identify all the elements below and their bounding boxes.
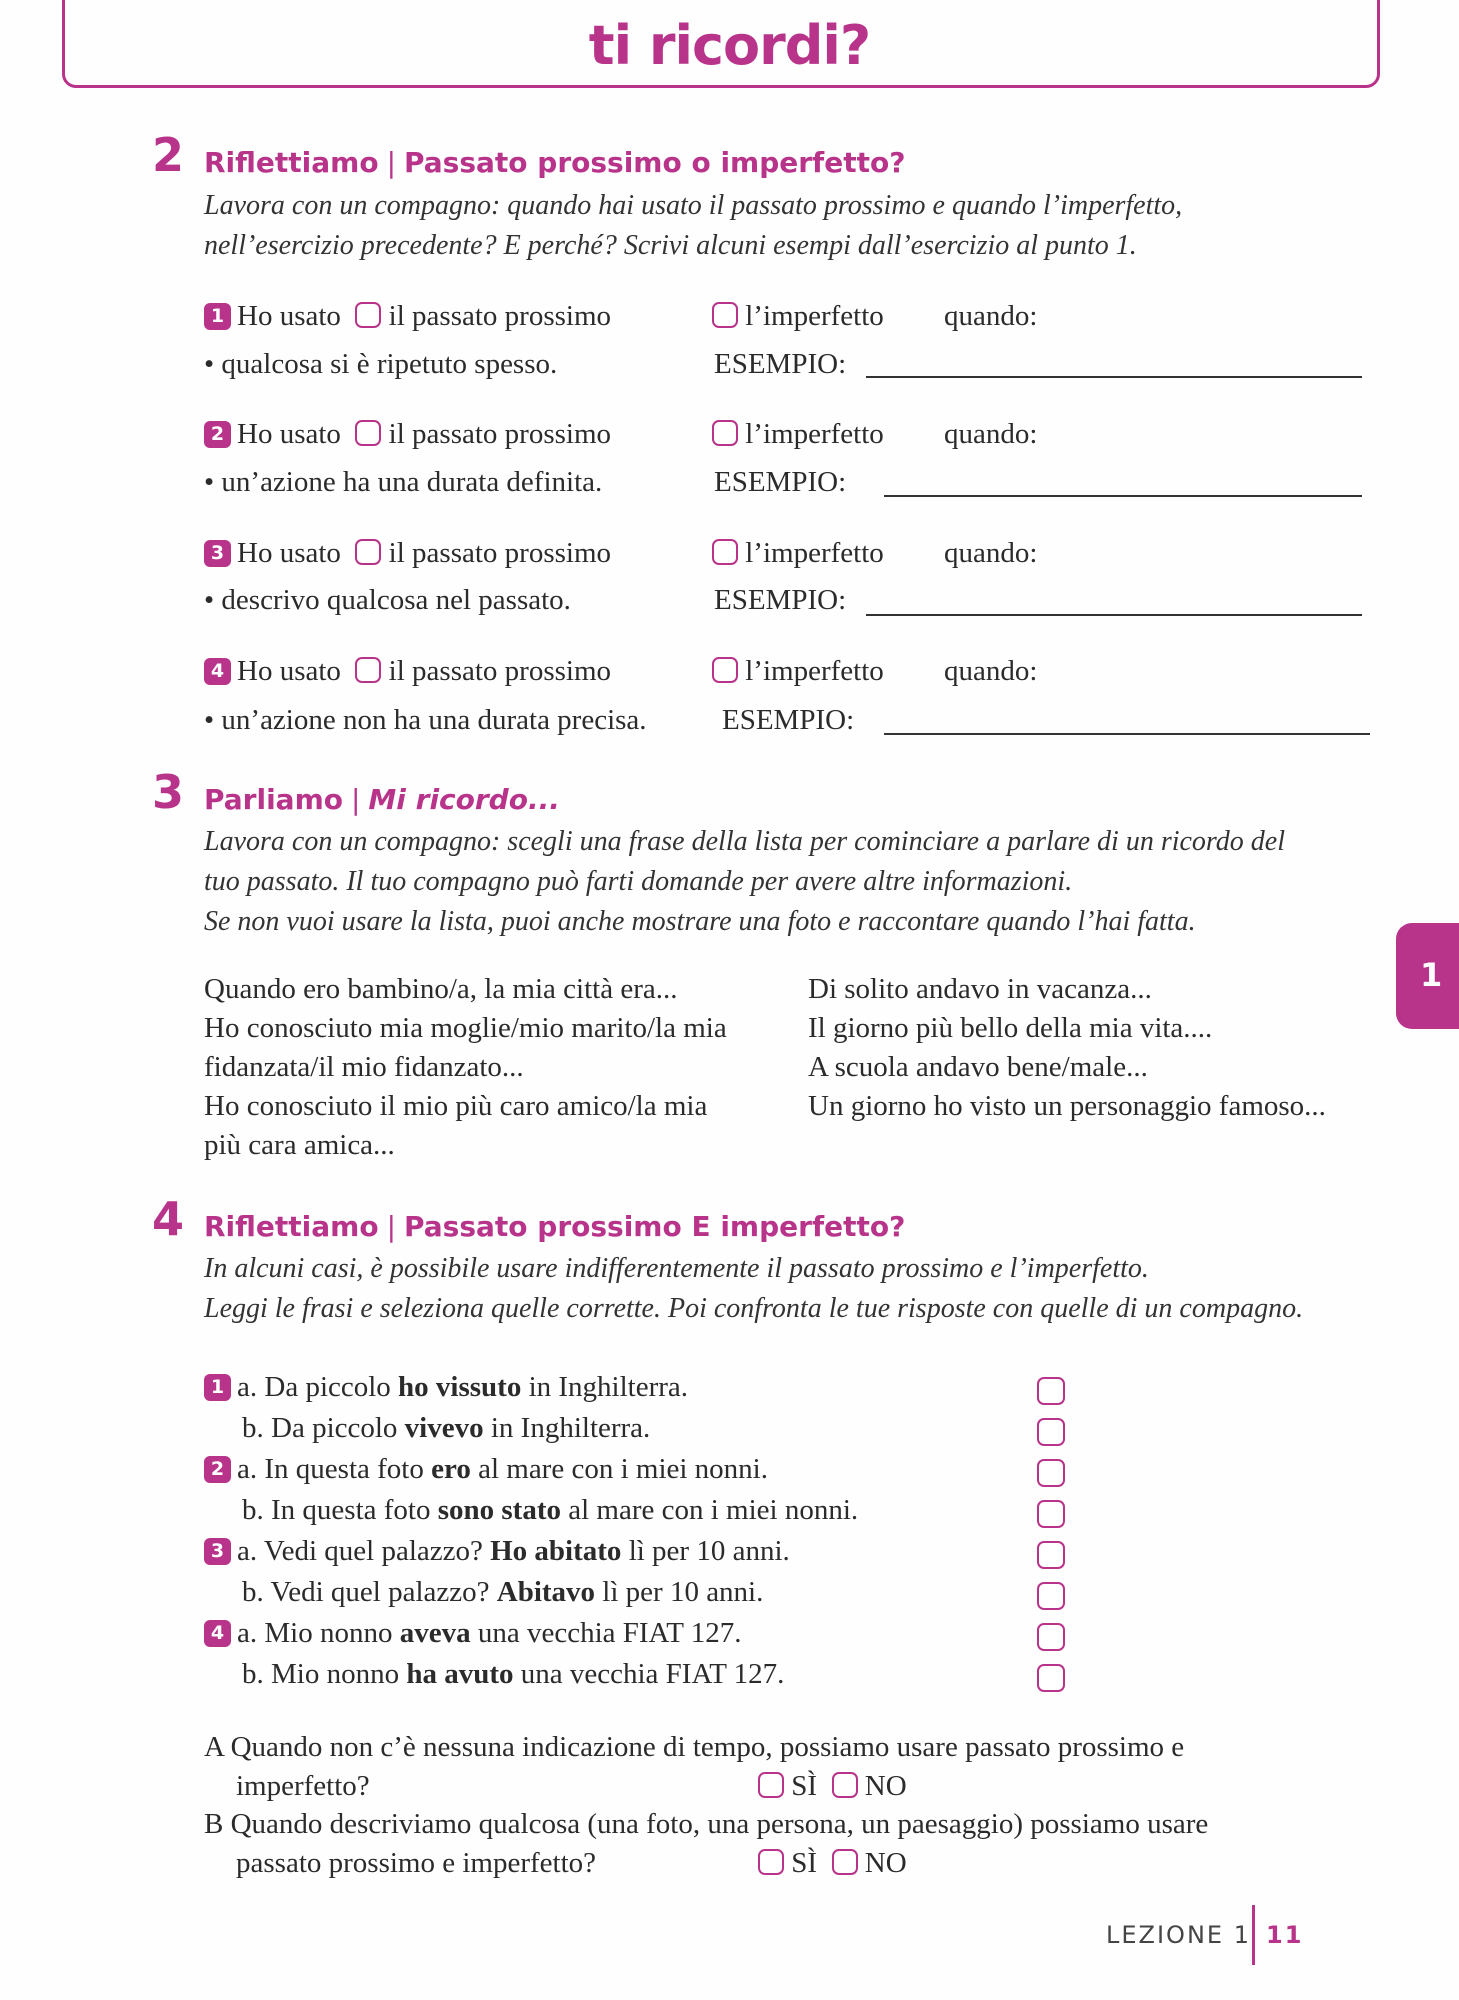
item-4-row (204, 655, 611, 688)
sentence-2a (204, 1453, 768, 1486)
phrase-item: fidanzata/il mio fidanzato... (204, 1051, 524, 1083)
reason-text: descrivo qualcosa nel passato. (221, 584, 571, 616)
sentence-letter: b. (242, 1412, 264, 1444)
sentence-text: lì per 10 anni. (595, 1576, 764, 1608)
sentence-verb: ero (431, 1453, 471, 1485)
section-4-heading-b: Passato prossimo E imperfetto? (404, 1210, 906, 1243)
item-number-badge: 4 (204, 658, 231, 685)
option-label: l’imperfetto (745, 537, 884, 569)
item-3-reason: • descrivo qualcosa nel passato. (204, 584, 571, 616)
phrase-list-right (808, 970, 1326, 1126)
sentence-letter: a. (237, 1371, 258, 1403)
instruction-line: Leggi le frasi e seleziona quelle corrette. Poi confronta le tue risposte con quelle di un compagno. (204, 1293, 1304, 1324)
answer-line[interactable] (884, 495, 1362, 497)
page-number: 11 (1266, 1921, 1304, 1949)
phrase-item: Ho conosciuto mia moglie/mio marito/la mia (204, 1012, 727, 1044)
item-2-reason: • un’azione ha una durata definita. (204, 466, 603, 498)
sentence-verb: sono stato (437, 1494, 561, 1526)
sentence-4a (204, 1617, 741, 1650)
phrase-item: Il giorno più bello della mia vita.... (808, 1012, 1213, 1044)
question-a-line1 (204, 1731, 1184, 1764)
quando-label: quando: (944, 418, 1038, 450)
sentence-text: una vecchia FIAT 127. (513, 1658, 785, 1690)
sentence-verb: Abitavo (496, 1576, 596, 1608)
reason-text: qualcosa si è ripetuto spesso. (221, 348, 558, 380)
item-3-imperfetto (712, 537, 884, 570)
item-1-row (204, 300, 611, 333)
reason-text: un’azione non ha una durata precisa. (221, 704, 647, 736)
section-4-number: 4 (152, 1192, 185, 1246)
section-2-instructions (204, 186, 1182, 266)
sentence-verb: Ho abitato (490, 1535, 622, 1567)
quando-label: quando: (944, 537, 1038, 569)
sentence-2b-checkbox[interactable] (1037, 1500, 1065, 1528)
sentence-3b-checkbox[interactable] (1037, 1582, 1065, 1610)
sentence-1a (204, 1371, 688, 1404)
sentence-verb: vivevo (404, 1412, 484, 1444)
section-3-number: 3 (152, 765, 185, 819)
sentence-verb: ha avuto (406, 1658, 514, 1690)
option-label: l’imperfetto (745, 300, 884, 332)
sentence-letter: b. (242, 1576, 264, 1608)
question-b-si-checkbox[interactable] (758, 1849, 784, 1875)
heading-separator: | (350, 783, 361, 816)
section-3-heading-b: Mi ricordo... (368, 783, 560, 816)
phrase-item: A scuola andavo bene/male... (808, 1051, 1148, 1083)
sentence-4b (242, 1658, 784, 1691)
section-4-instructions (204, 1249, 1303, 1329)
section-2-heading-a: Riflettiamo (204, 146, 379, 179)
ho-usato-label: Ho usato (237, 418, 341, 450)
sentence-text: Da piccolo (271, 1412, 405, 1444)
no-label: NO (864, 1847, 907, 1879)
question-a-si-checkbox[interactable] (758, 1772, 784, 1798)
question-letter: B (204, 1808, 224, 1840)
sentence-text: Vedi quel palazzo? (270, 1576, 497, 1608)
answer-line[interactable] (884, 733, 1370, 735)
phrase-item: più cara amica... (204, 1129, 395, 1161)
ho-usato-label: Ho usato (237, 300, 341, 332)
item-number-badge: 2 (204, 421, 231, 448)
item-1-imperfetto (712, 300, 884, 333)
section-4-heading (204, 1210, 905, 1243)
sentence-text: Mio nonno (271, 1658, 407, 1690)
quando-label: quando: (944, 655, 1038, 687)
checkbox-imperfetto[interactable] (712, 302, 738, 328)
section-3-heading-a: Parliamo (204, 783, 343, 816)
phrase-item: Quando ero bambino/a, la mia città era... (204, 973, 678, 1005)
footer-divider (1252, 1905, 1255, 1965)
quando-label: quando: (944, 300, 1038, 332)
sentence-1b (242, 1412, 650, 1445)
sentence-text: Mio nonno (264, 1617, 400, 1649)
sentence-letter: a. (237, 1617, 258, 1649)
si-label: SÌ (791, 1847, 818, 1879)
option-label: l’imperfetto (745, 655, 884, 687)
item-2-imperfetto (712, 418, 884, 451)
sentence-text: Vedi quel palazzo? (263, 1535, 491, 1567)
section-2-heading-b: Passato prossimo o imperfetto? (404, 146, 906, 179)
esempio-label: ESEMPIO: (714, 584, 847, 616)
esempio-label: ESEMPIO: (714, 348, 847, 380)
instruction-line: tuo passato. Il tuo compagno può farti domande per avere altre informazioni. (204, 866, 1073, 897)
question-b-line1 (204, 1808, 1208, 1841)
sentence-letter: a. (237, 1535, 258, 1567)
chapter-tab-number: 1 (1420, 956, 1443, 994)
no-label: NO (864, 1770, 907, 1802)
sentence-text: In questa foto (264, 1453, 432, 1485)
item-number-badge: 3 (204, 1538, 231, 1565)
si-label: SÌ (791, 1770, 818, 1802)
instruction-line: Lavora con un compagno: scegli una frase della lista per cominciare a parlare di un ricordo del (204, 826, 1285, 857)
sentence-4a-checkbox[interactable] (1037, 1623, 1065, 1651)
item-number-badge: 2 (204, 1456, 231, 1483)
ho-usato-label: Ho usato (237, 537, 341, 569)
section-4-heading-a: Riflettiamo (204, 1210, 379, 1243)
item-4-reason: • un’azione non ha una durata precisa. (204, 704, 647, 736)
instruction-line: Lavora con un compagno: quando hai usato il passato prossimo e quando l’imperfetto, (204, 190, 1183, 221)
sentence-verb: ho vissuto (398, 1371, 522, 1403)
checkbox-imperfetto[interactable] (712, 420, 738, 446)
checkbox-passato-prossimo[interactable] (355, 539, 381, 565)
section-2-number: 2 (152, 128, 185, 182)
question-a-line2: imperfetto? (236, 1770, 370, 1802)
footer-lesson: LEZIONE 1 (1106, 1921, 1251, 1949)
question-b-line2: passato prossimo e imperfetto? (236, 1847, 596, 1879)
phrase-list-left (204, 970, 727, 1165)
instruction-line: Se non vuoi usare la lista, puoi anche mostrare una foto e raccontare quando l’hai fatta. (204, 906, 1196, 937)
question-text: Quando descriviamo qualcosa (una foto, una persona, un paesaggio) possiamo usare (230, 1808, 1209, 1840)
section-3-heading (204, 783, 560, 816)
checkbox-imperfetto[interactable] (712, 657, 738, 683)
reason-text: un’azione ha una durata definita. (221, 466, 603, 498)
option-label: il passato prossimo (388, 300, 612, 332)
checkbox-passato-prossimo[interactable] (355, 302, 381, 328)
phrase-item: Un giorno ho visto un personaggio famoso... (808, 1090, 1326, 1122)
sentence-1a-checkbox[interactable] (1037, 1377, 1065, 1405)
question-b-options (758, 1847, 907, 1880)
answer-line[interactable] (866, 376, 1362, 378)
sentence-letter: b. (242, 1494, 264, 1526)
heading-separator: | (386, 146, 397, 179)
item-4-imperfetto (712, 655, 884, 688)
item-number-badge: 3 (204, 540, 231, 567)
item-2-row (204, 418, 611, 451)
question-a-no-checkbox[interactable] (832, 1772, 858, 1798)
sentence-4b-checkbox[interactable] (1037, 1664, 1065, 1692)
sentence-2a-checkbox[interactable] (1037, 1459, 1065, 1487)
sentence-text: al mare con i miei nonni. (560, 1494, 859, 1526)
phrase-item: Ho conosciuto il mio più caro amico/la mia (204, 1090, 708, 1122)
sentence-verb: aveva (399, 1617, 471, 1649)
checkbox-passato-prossimo[interactable] (355, 420, 381, 446)
instruction-line: nell’esercizio precedente? E perché? Scrivi alcuni esempi dall’esercizio al punto 1. (204, 230, 1137, 261)
option-label: l’imperfetto (745, 418, 884, 450)
sentence-text: In questa foto (271, 1494, 438, 1526)
question-text: Quando non c’è nessuna indicazione di tempo, possiamo usare passato prossimo e (230, 1731, 1185, 1763)
item-3-row (204, 537, 611, 570)
sentence-3b (242, 1576, 763, 1609)
item-number-badge: 1 (204, 303, 231, 330)
sentence-3a (204, 1535, 790, 1568)
sentence-text: una vecchia FIAT 127. (470, 1617, 742, 1649)
option-label: il passato prossimo (388, 655, 612, 687)
answer-line[interactable] (866, 614, 1362, 616)
heading-separator: | (386, 1210, 397, 1243)
item-number-badge: 1 (204, 1374, 231, 1401)
sentence-3a-checkbox[interactable] (1037, 1541, 1065, 1569)
sentence-text: in Inghilterra. (521, 1371, 689, 1403)
option-label: il passato prossimo (388, 418, 612, 450)
section-2-heading (204, 146, 905, 179)
checkbox-imperfetto[interactable] (712, 539, 738, 565)
sentence-1b-checkbox[interactable] (1037, 1418, 1065, 1446)
esempio-label: ESEMPIO: (714, 466, 847, 498)
sentence-letter: b. (242, 1658, 264, 1690)
sentence-text: in Inghilterra. (483, 1412, 651, 1444)
item-number-badge: 4 (204, 1620, 231, 1647)
instruction-line: In alcuni casi, è possibile usare indifferentemente il passato prossimo e l’imperfetto. (204, 1253, 1149, 1284)
question-letter: A (204, 1731, 224, 1763)
section-3-instructions (204, 822, 1285, 942)
sentence-letter: a. (237, 1453, 258, 1485)
question-a-options (758, 1770, 907, 1803)
ho-usato-label: Ho usato (237, 655, 341, 687)
phrase-item: Di solito andavo in vacanza... (808, 973, 1152, 1005)
option-label: il passato prossimo (388, 537, 612, 569)
page-title: ti ricordi? (588, 14, 871, 77)
question-b-no-checkbox[interactable] (832, 1849, 858, 1875)
checkbox-passato-prossimo[interactable] (355, 657, 381, 683)
sentence-text: Da piccolo (264, 1371, 399, 1403)
sentence-text: lì per 10 anni. (621, 1535, 790, 1567)
esempio-label: ESEMPIO: (722, 704, 855, 736)
item-1-reason: • qualcosa si è ripetuto spesso. (204, 348, 558, 380)
sentence-2b (242, 1494, 858, 1527)
sentence-text: al mare con i miei nonni. (470, 1453, 768, 1485)
